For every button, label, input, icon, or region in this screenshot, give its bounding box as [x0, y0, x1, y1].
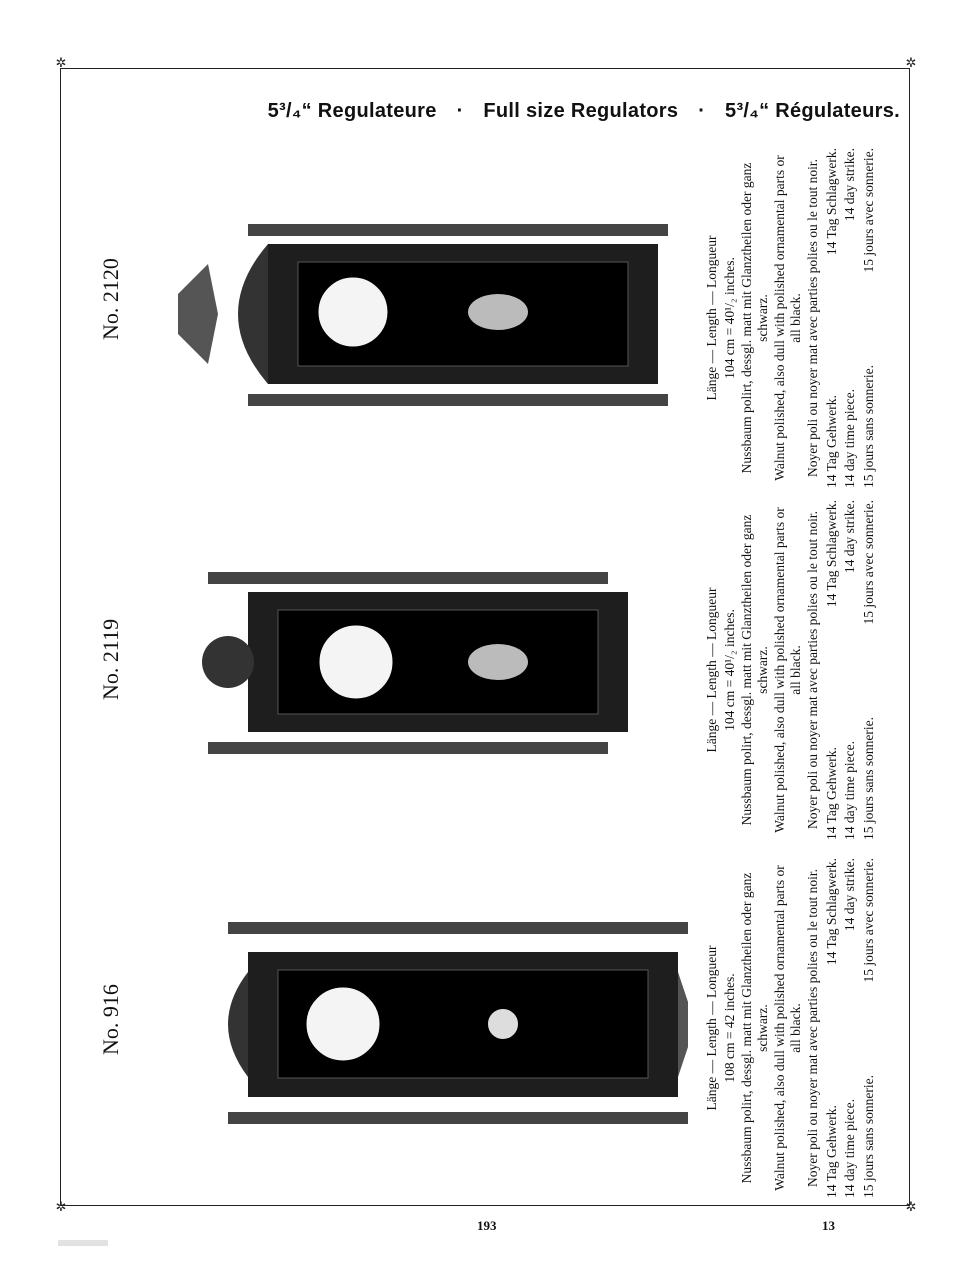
movement-de: 14 Tag Gehwerk. 14 Tag Schlagwerk.	[823, 858, 839, 1198]
title-fr: 5³/₄“ Régulateurs.	[725, 100, 900, 122]
frame-bottom-line	[60, 1205, 910, 1206]
model-number-2119: No. 2119	[98, 618, 123, 700]
corner-ornament-icon: ✲	[905, 1199, 917, 1214]
material-fr: Noyer poli ou noyer mat avec parties polies ou le tout noir.	[805, 869, 820, 1187]
movement-en: 14 day time piece. 14 day strike.	[842, 500, 857, 840]
column-bottom	[248, 394, 668, 406]
material-fr: Noyer poli ou noyer mat avec parties polies ou le tout noir.	[805, 159, 820, 477]
description-2119	[704, 500, 876, 840]
movement-de: 14 Tag Gehwerk. 14 Tag Schlagwerk.	[823, 500, 839, 840]
clock-2119-illustration	[148, 562, 648, 762]
movement-fr: 15 jours sans sonnerie. 15 jours avec sonnerie.	[860, 500, 876, 840]
material-de: Nussbaum polirt, dessgl. matt mit Glanztheilen oder ganz schwarz.	[739, 872, 770, 1184]
column-bottom	[228, 1112, 688, 1124]
length-label: Länge — Length — Longueur	[704, 235, 719, 401]
sheet-number: 13	[822, 1218, 835, 1233]
page-number: 193	[477, 1218, 497, 1233]
column-top	[248, 224, 668, 236]
clock-2120-illustration	[148, 204, 678, 426]
title-de: 5³/₄“ Regulateure	[267, 100, 437, 122]
model-number-2120: No. 2120	[98, 258, 123, 340]
corner-ornament-icon: ✲	[55, 55, 67, 70]
clock-dial	[318, 624, 394, 700]
page-title	[120, 100, 900, 123]
title-separator: ·	[456, 100, 464, 122]
clock-bottom	[678, 972, 688, 1077]
movement-de: 14 Tag Gehwerk. 14 Tag Schlagwerk.	[823, 148, 839, 488]
material-de: Nussbaum polirt, dessgl. matt mit Glanztheilen oder ganz schwarz.	[739, 162, 770, 474]
clock-916-illustration	[148, 912, 688, 1134]
pendulum-ornament	[468, 644, 528, 680]
clock-dial	[317, 276, 389, 348]
column-top	[208, 572, 608, 584]
corner-ornament-icon: ✲	[55, 1199, 67, 1214]
description-2120	[704, 148, 876, 488]
movement-en: 14 day time piece. 14 day strike.	[842, 858, 857, 1198]
material-en: Walnut polished, also dull with polished ornamental parts or all black.	[772, 865, 803, 1191]
clock-crown	[202, 636, 254, 688]
clock-crown	[238, 244, 268, 384]
material-en: Walnut polished, also dull with polished ornamental parts or all black.	[772, 155, 803, 481]
clock-crown	[228, 972, 248, 1077]
length-label: Länge — Length — Longueur	[704, 587, 719, 753]
eagle-ornament-icon	[178, 264, 218, 364]
length-label: Länge — Length — Longueur	[704, 945, 719, 1111]
frame-right-line	[909, 68, 910, 1206]
frame-left-line	[60, 68, 61, 1206]
pendulum-bob	[487, 1008, 519, 1040]
title-en: Full size Regulators	[483, 100, 679, 122]
material-fr: Noyer poli ou noyer mat avec parties polies ou le tout noir.	[805, 511, 820, 829]
material-de: Nussbaum polirt, dessgl. matt mit Glanztheilen oder ganz schwarz.	[739, 514, 770, 826]
column-top	[228, 922, 688, 934]
title-separator: ·	[698, 100, 706, 122]
scan-mark	[58, 1240, 108, 1246]
material-en: Walnut polished, also dull with polished ornamental parts or all black.	[772, 507, 803, 833]
movement-fr: 15 jours sans sonnerie. 15 jours avec sonnerie.	[860, 858, 876, 1198]
model-number-916: No. 916	[98, 984, 123, 1055]
length-value: 104 cm = 40¹/₂ inches.	[721, 257, 737, 379]
length-value: 108 cm = 42 inches.	[721, 973, 737, 1083]
movement-en: 14 day time piece. 14 day strike.	[842, 148, 857, 488]
column-bottom	[208, 742, 608, 754]
frame-top-line	[60, 68, 910, 69]
clock-dial	[305, 986, 381, 1062]
movement-fr: 15 jours sans sonnerie. 15 jours avec sonnerie.	[860, 148, 876, 488]
length-value: 104 cm = 40¹/₂ inches.	[721, 609, 737, 731]
corner-ornament-icon: ✲	[905, 55, 917, 70]
description-916	[704, 858, 876, 1198]
pendulum-ornament	[468, 294, 528, 330]
